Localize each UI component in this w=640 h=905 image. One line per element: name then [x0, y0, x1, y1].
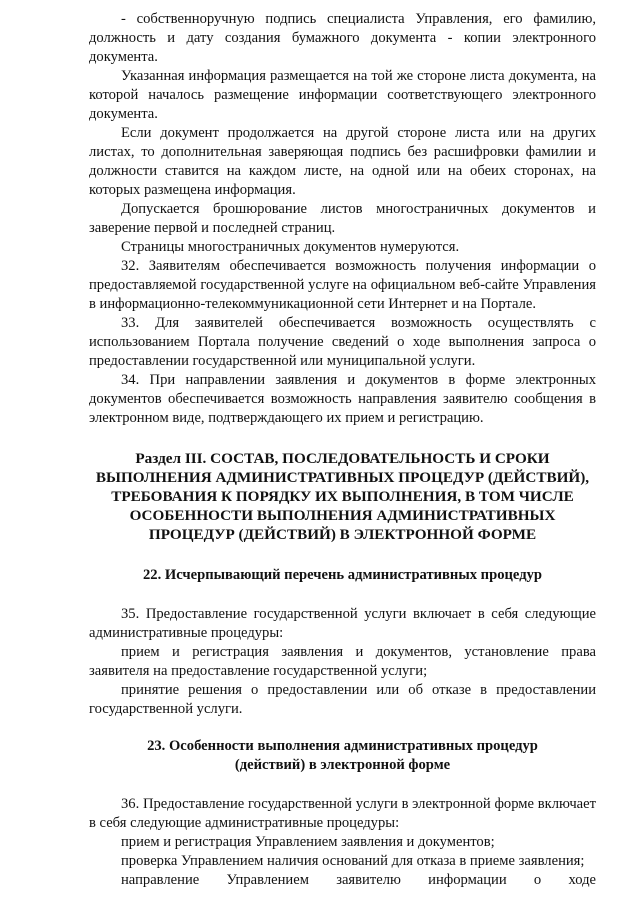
- subsection-23-heading: [89, 737, 596, 775]
- paragraph-procedure-reception: прием и регистрация заявления и документов, установление права заявителя на предоставление государственной услуги;: [89, 644, 596, 679]
- paragraph-item-35: 35. Предоставление государственной услуги включает в себя следующие административные процедуры:: [89, 606, 596, 641]
- paragraph-info-placement: Указанная информация размещается на той же стороне листа документа, на которой началось размещение информации соответствующего электронного документа.: [89, 68, 596, 122]
- paragraph-item-32: 32. Заявителям обеспечивается возможность получения информации о предоставляемой государственной услуге на официальном веб-сайте Управления в информационно-телекоммуникационной сети Интернет и на Портале.: [89, 258, 596, 312]
- paragraph-signature-requirement: - собственноручную подпись специалиста Управления, его фамилию, должность и дату создания бумажного документа - копии электронного документа.: [89, 11, 596, 65]
- paragraph-continuation-signature: Если документ продолжается на другой стороне листа или на других листах, то дополнительная заверяющая подпись без расшифровки фамилии и должности ставится на каждом листе, на одной или на обеих сторонах, на которых размещена информация.: [89, 125, 596, 198]
- section-heading-line: ПРОЦЕДУР (ДЕЙСТВИЙ) В ЭЛЕКТРОННОЙ ФОРМЕ: [148, 526, 537, 543]
- section-heading-line: Раздел III. СОСТАВ, ПОСЛЕДОВАТЕЛЬНОСТЬ И СРОКИ: [135, 450, 550, 467]
- section-heading-line: ТРЕБОВАНИЯ К ПОРЯДКУ ИХ ВЫПОЛНЕНИЯ, В ТОМ ЧИСЛЕ: [111, 488, 574, 505]
- subsection-heading-line: (действий) в электронной форме: [234, 757, 451, 773]
- paragraph-progress-notice: направление Управлением заявителю информации о ходе: [121, 872, 596, 888]
- document-page: [89, 10, 596, 890]
- paragraph-electronic-reception: прием и регистрация Управлением заявления и документов;: [121, 834, 495, 850]
- paragraph-item-33: 33. Для заявителей обеспечивается возможность осуществлять с использованием Портала получение сведений о ходе выполнения запроса о предоставлении государственной или муниципальной услуги.: [89, 315, 596, 369]
- paragraph-refusal-check: проверка Управлением наличия оснований для отказа в приеме заявления;: [121, 853, 585, 869]
- paragraph-procedure-decision: принятие решения о предоставлении или об отказе в предоставлении государственной услуги.: [89, 682, 596, 717]
- subsection-heading-line: 23. Особенности выполнения административных процедур: [147, 738, 538, 754]
- section-3-heading: [89, 449, 596, 544]
- paragraph-binding-allowed: Допускается брошюрование листов многостраничных документов и заверение первой и последней страниц.: [89, 201, 596, 236]
- section-heading-line: ВЫПОЛНЕНИЯ АДМИНИСТРАТИВНЫХ ПРОЦЕДУР (ДЕЙСТВИЙ),: [95, 469, 590, 486]
- paragraph-item-36: 36. Предоставление государственной услуги в электронной форме включает в себя следующие административные процедуры:: [89, 796, 596, 831]
- section-heading-line: ОСОБЕННОСТИ ВЫПОЛНЕНИЯ АДМИНИСТРАТИВНЫХ: [129, 507, 556, 524]
- paragraph-page-numbering: Страницы многостраничных документов нумеруются.: [121, 239, 460, 255]
- subsection-22-heading: 22. Исчерпывающий перечень административных процедур: [143, 567, 542, 583]
- paragraph-item-34: 34. При направлении заявления и документов в форме электронных документов обеспечивается возможность направления заявителю сообщения в электронном виде, подтверждающего их прием и регистрацию.: [89, 372, 596, 426]
